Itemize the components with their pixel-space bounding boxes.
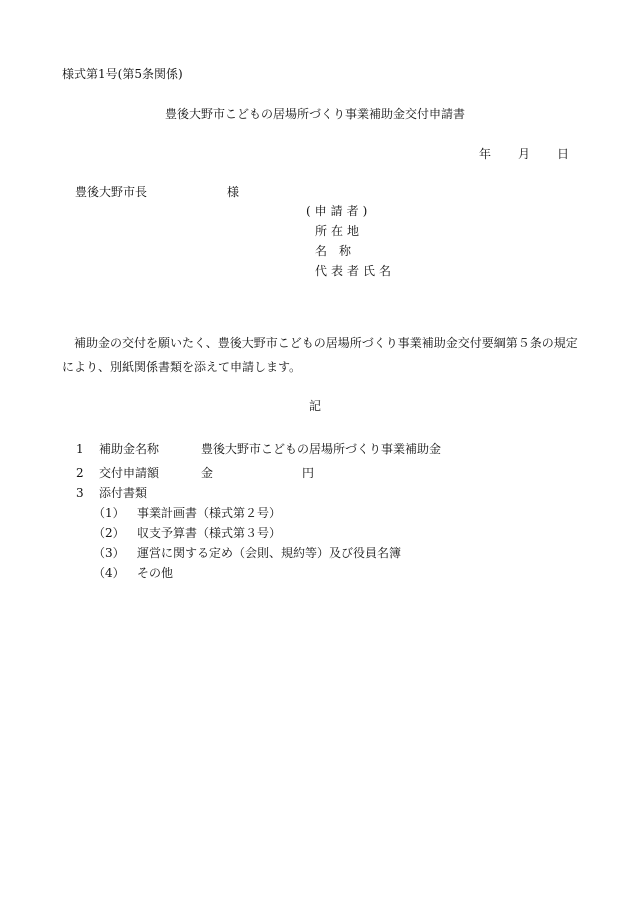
item-1-number: 1 <box>76 442 84 456</box>
item-3-number: 3 <box>76 486 84 500</box>
form-number: 様式第1号(第5条関係) <box>62 67 183 81</box>
document-title: 豊後大野市こどもの居場所づくり事業補助金交付申請書 <box>164 107 465 121</box>
addressee-honorific: 様 <box>227 185 240 199</box>
date-year: 年 <box>479 147 492 161</box>
item-1-value: 豊後大野市こどもの居場所づくり事業補助金 <box>201 442 442 456</box>
attachment-1-text: 事業計画書（様式第２号） <box>137 506 282 520</box>
item-2-label: 交付申請額 <box>99 466 160 480</box>
item-1-label: 補助金名称 <box>99 442 160 456</box>
date-month: 月 <box>518 147 531 161</box>
item-2-unit: 円 <box>302 466 315 480</box>
applicant-name-label: 名 称 <box>315 244 352 258</box>
attachment-2-text: 収支予算書（様式第３号） <box>137 526 282 540</box>
application-body-text: 補助金の交付を願いたく、豊後大野市こどもの居場所づくり事業補助金交付要綱第５条の規定により、別紙関係書類を添えて申請します。 <box>62 336 578 374</box>
applicant-representative-label: 代表者氏名 <box>315 264 396 278</box>
date-day: 日 <box>557 147 570 161</box>
attachment-3-text: 運営に関する定め（会則、規約等）及び役員名簿 <box>137 546 402 560</box>
item-2-value: 金 <box>201 466 214 480</box>
attachment-4-number: （4） <box>93 566 125 580</box>
applicant-heading: (申請者) <box>306 204 372 218</box>
applicant-address-label: 所在地 <box>315 224 364 238</box>
ki-heading: 記 <box>308 399 321 413</box>
attachment-2-number: （2） <box>93 526 125 540</box>
attachment-1-number: （1） <box>93 506 125 520</box>
addressee-name: 豊後大野市長 <box>75 185 148 199</box>
attachment-4-text: その他 <box>137 566 174 580</box>
attachment-3-number: （3） <box>93 546 125 560</box>
item-3-label: 添付書類 <box>99 486 148 500</box>
item-2-number: 2 <box>76 466 84 480</box>
